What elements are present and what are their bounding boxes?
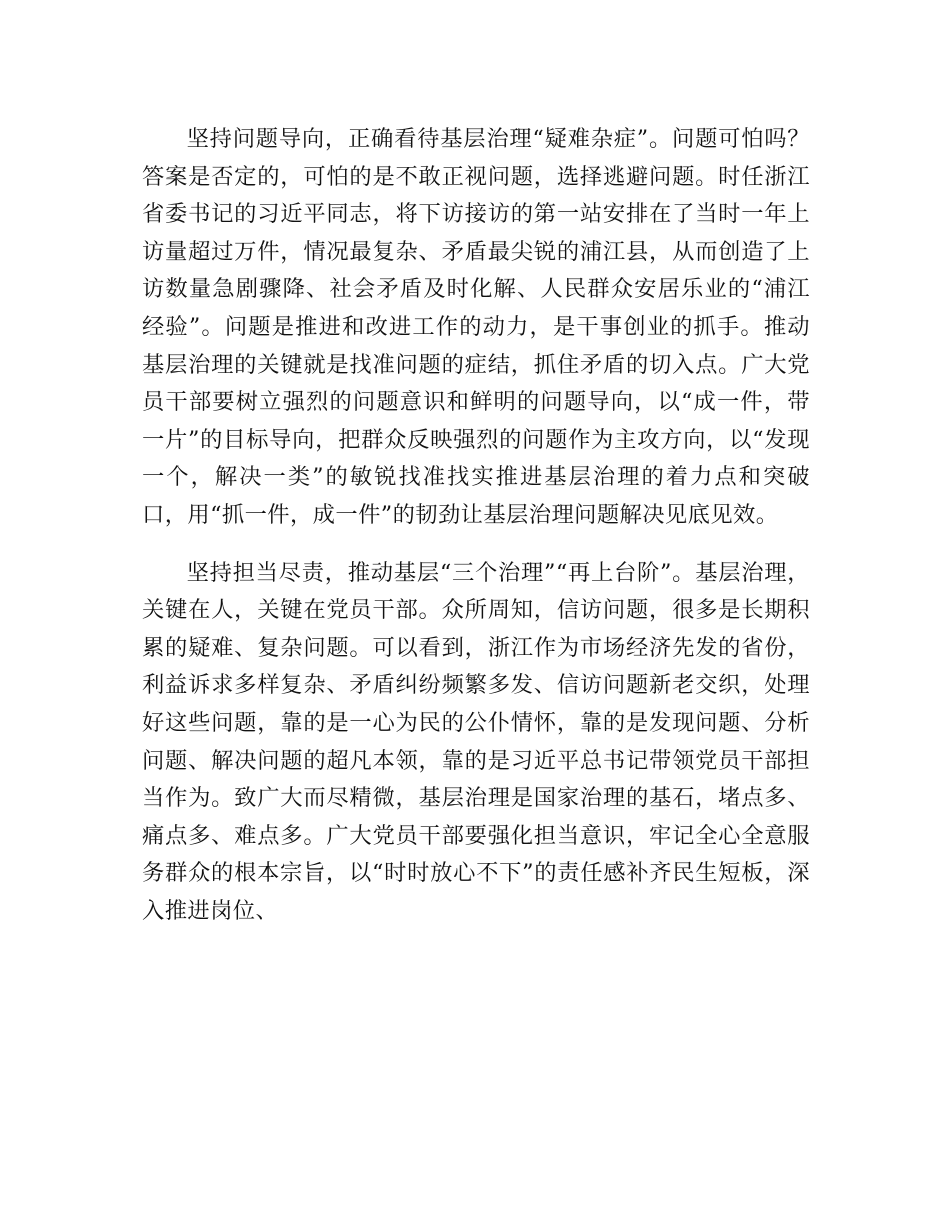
paragraph-responsibility: 坚持担当尽责，推动基层“三个治理”“再上台阶”。基层治理，关键在人，关键在党员干部。众所周知，信访问题，很多是长期积累的疑难、复杂问题。可以看到，浙江作为市场经济先发的省份，利益诉求多样复杂、矛盾纠纷频繁多发、信访问题新老交织，处理好这些问题，靠的是一心为民的公仆情怀，靠的是发现问题、分析问题、解决问题的超凡本领，靠的是习近平总书记带领党员干部担当作为。致广大而尽精微，基层治理是国家治理的基石，堵点多、痛点多、难点多。广大党员干部要强化担当意识，牢记全心全意服务群众的根本宗旨，以“时时放心不下”的责任感补齐民生短板，深入推进岗位、	[142, 559, 810, 924]
document-body	[142, 121, 810, 930]
paragraph-problem-orientation: 坚持问题导向，正确看待基层治理“疑难杂症”。问题可怕吗？答案是否定的，可怕的是不敢正视问题，选择逃避问题。时任浙江省委书记的习近平同志，将下访接访的第一站安排在了当时一年上访量超过万件，情况最复杂、矛盾最尖锐的浦江县，从而创造了上访数量急剧骤降、社会矛盾及时化解、人民群众安居乐业的“浦江经验”。问题是推进和改进工作的动力，是干事创业的抓手。推动基层治理的关键就是找准问题的症结，抓住矛盾的切入点。广大党员干部要树立强烈的问题意识和鲜明的问题导向，以“成一件，带一片”的目标导向，把群众反映强烈的问题作为主攻方向，以“发现一个，解决一类”的敏锐找准找实推进基层治理的着力点和突破口，用“抓一件，成一件”的韧劲让基层治理问题解决见底见效。	[142, 126, 810, 528]
